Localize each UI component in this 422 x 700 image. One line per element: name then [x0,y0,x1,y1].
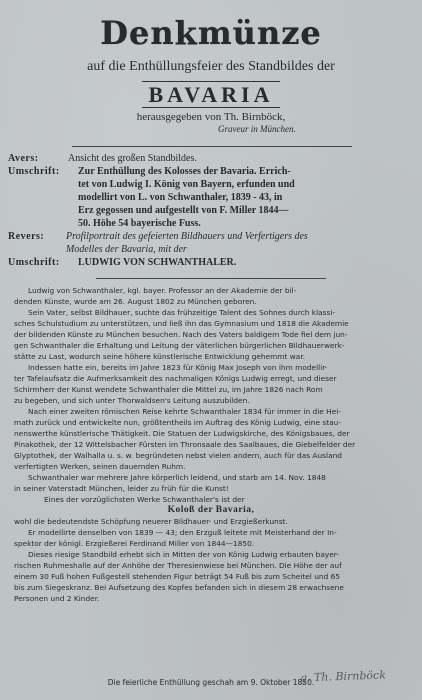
desc-label: Umschrift: [8,166,60,177]
bavaria-heading [0,82,422,108]
body-line: Indessen hatte ein, bereits im Jahre 1823 für König Max Joseph von ihm modellir- [28,363,328,372]
body-line: gen Schwanthaler die Erhaltung und Leitung der väterlichen bürgerlichen Bildhauerwerk- [14,341,345,350]
body-line: einem 30 Fuß hohen Fußgestell stehenden Figur beträgt 54 Fuß bis zum Scheitel und 65 [14,572,341,581]
desc-avers [8,152,412,165]
body-line: sches Schulstudium zu unterstützen, und ließ ihn das Gymnasium und 1818 die Akademie [14,319,349,328]
body-line: Schirmherr der Kunst wendete Schwanthaler die Mittel zu, im Jahre 1826 nach Rom [14,385,323,394]
middle-divider [96,278,326,279]
body-line: verfertigten Werken, seinen dauernden Ruhm. [14,462,186,471]
body-line: Pinakothek, der 12 Wittelsbacher Fürsten im Thronsaale des Saalbaues, die Giebelfelder der [14,440,356,449]
body-line: ter Tafelaufsatz die Aufmerksamkeit des nachmaligen Königs Ludwig erregt, und dieser [14,374,337,383]
body-line: Schwanthaler war mehrere Jahre körperlich leidend, und starb am 14. Nov. 1848 [28,473,326,482]
document-title: Denkmünze [100,14,322,52]
body-line: Ludwig von Schwanthaler, kgl. bayer. Professor an der Akademie der bil- [28,286,297,295]
bavaria-name: BAVARIA [142,81,279,108]
desc-text: LUDWIG VON SCHWANTHALER. [78,257,237,268]
footer-line: Die feierliche Enthüllung geschah am 9. Oktober 1850. [107,678,315,687]
desc-umschrift-2 [8,256,412,269]
body-line: bis zum Siegeskranz. Bei Aufsetzung des Kopfes befanden sich in diesem 28 erwachsene [14,583,344,592]
desc-text: Erz gegossen und aufgestellt von F. Miller 1844— [78,205,289,216]
desc-text: Profilportrait des gefeierten Bildhauers und Verfertigers des [66,231,308,242]
body-line: Dieses riesige Standbild erhebt sich in Mitten der von König Ludwig erbauten bayer- [28,550,340,559]
body-line: zu begeben, und sich unter Thorwaldsen's Leitung auszubilden. [14,396,250,405]
body-line: Personen und 2 Kinder. [14,594,100,603]
body-line: in seiner Vaterstadt München, leider zu früh für die Kunst! [14,484,229,493]
body-line: math zurück und entwickelte nun, größtentheils im Auftrag des König Ludwig, eine stau- [14,418,342,427]
desc-text: Zur Enthüllung des Kolosses der Bavaria. Errich- [78,166,291,177]
body-line: spektor der königl. Erzgießerei Ferdinand Miller von 1844—1850. [14,539,255,548]
desc-revers [8,230,412,256]
koloss-heading: Koloß der Bavaria, [167,505,255,515]
desc-text: tet von Ludwig I. König von Bayern, erfunden und [78,179,295,190]
desc-umschrift-1 [8,165,412,230]
biography-text [14,285,408,604]
body-line: Nach einer zweiten römischen Reise kehrte Schwanthaler 1834 für immer in die Hei- [28,407,342,416]
body-line: Glyptothek, der Walhalla u. s. w. begründeten nebst vielen andern, auch für das Ausland [14,451,342,460]
body-line: nenswerthe künstlerische Thätigkeit. Die Statuen der Ludwigskirche, des Königsbaues, der [14,429,350,438]
publisher-line: herausgegeben von Th. Birnböck, [136,111,286,123]
desc-label: Avers: [8,153,39,164]
engraver-line: Graveur in München. [218,124,296,134]
body-line: der bildenden Künste zu München besuchen. Nach des Vaters baldigem Tode fiel dem jun- [14,330,348,339]
body-line: wohl die bedeutendste Schöpfung neuerer Bildhauer- und Erzgießerkunst. [14,517,288,526]
medal-description [8,152,412,269]
desc-text: Modelles der Bavaria, mit der [66,244,187,255]
body-line: rischen Ruhmeshalle auf der Anhöhe der Theresienwiese bei München. Die Höhe der auf [14,561,342,570]
desc-label: Revers: [8,231,45,242]
body-line: stätte zu Last, wodurch seine höhere künstlerische Entwicklung gehemmt war. [14,352,306,361]
desc-text: Ansicht des großen Standbildes. [68,153,197,164]
desc-label: Umschrift: [8,257,60,268]
body-line: Er modellirte denselben von 1839 — 43; den Erzguß leitete mit Meisterhand der In- [28,528,337,537]
body-line: denden Künste, wurde am 26. August 1802 zu München geboren. [14,297,257,306]
top-divider [72,146,352,147]
document-subtitle: auf die Enthüllungsfeier des Standbildes der [87,59,335,74]
desc-text: modellirt von L. von Schwanthaler, 1839 - 43, in [78,192,283,203]
body-line: Sein Vater, selbst Bildhauer, suchte das frühzeitige Talent des Sohnes durch klassi- [28,308,336,317]
handwritten-signature: g. Th. Birnböck [299,668,387,685]
desc-text: 50. Höhe 54 bayerische Fuss. [78,218,201,229]
body-line: Eines der vorzüglichsten Werke Schwanthaler's ist der [44,495,245,504]
